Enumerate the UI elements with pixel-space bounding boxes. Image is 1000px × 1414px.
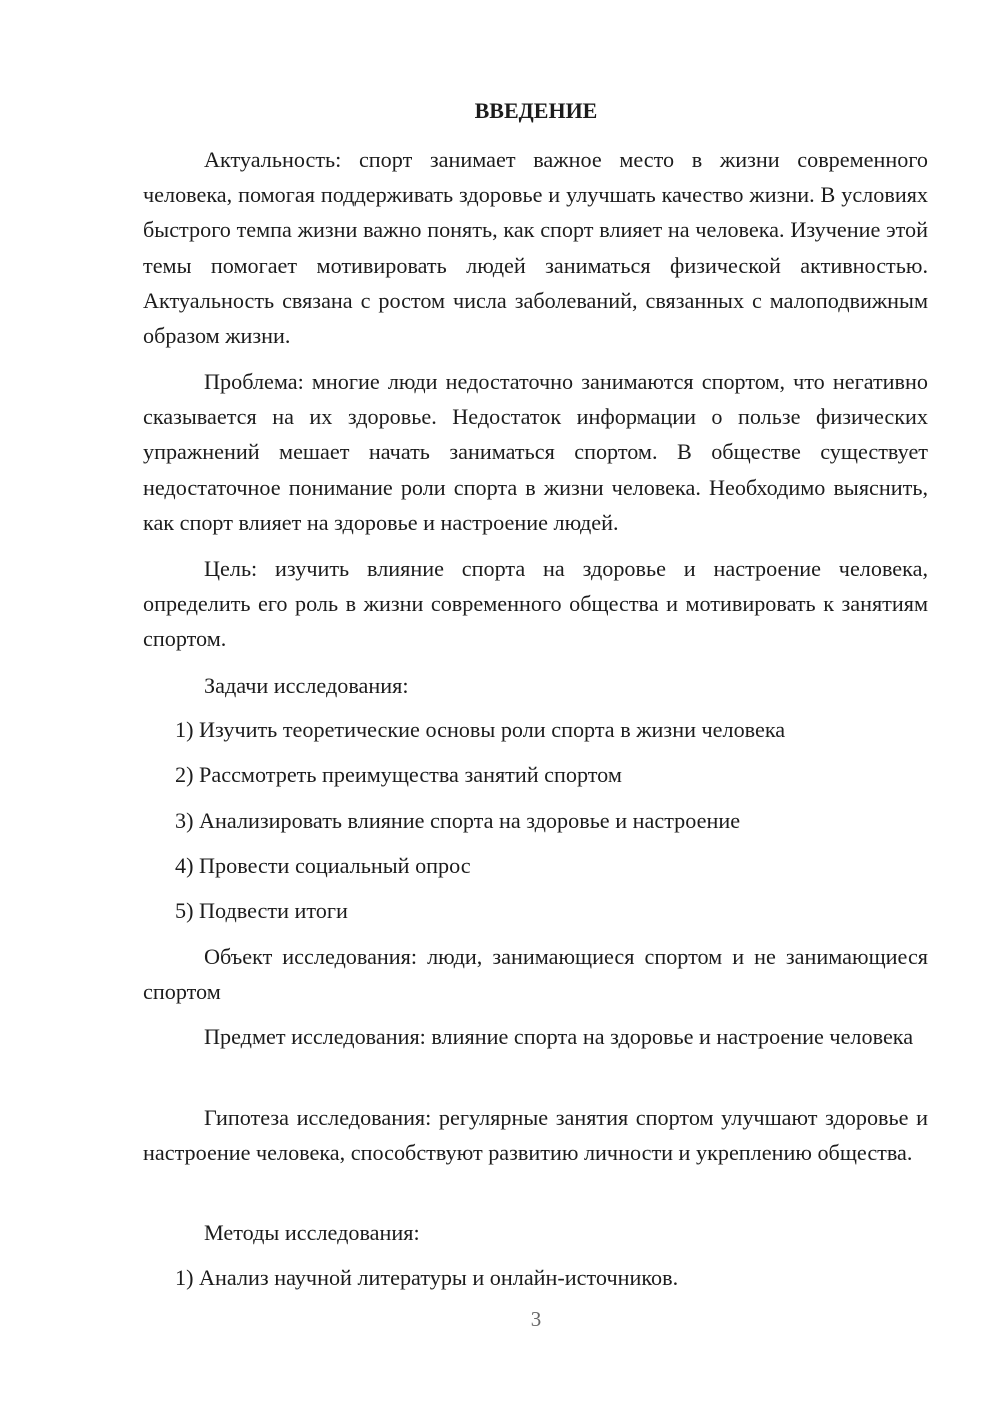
- task-item-4: 4) Провести социальный опрос: [175, 853, 471, 878]
- task-item-1: 1) Изучить теоретические основы роли спорта в жизни человека: [175, 717, 786, 742]
- task-item-5: 5) Подвести итоги: [175, 898, 348, 923]
- page-number: 3: [530, 1307, 542, 1331]
- methods-heading: Методы исследования:: [204, 1220, 420, 1245]
- relevance-paragraph: Актуальность: спорт занимает важное место в жизни современного человека, помогая поддерживать здоровье и улучшать качество жизни. В условиях быстрого темпа жизни важно понять, как спорт влияет на человека. Изучение этой темы помогает мотивировать людей заниматься физической активностью. Актуальность связана с ростом числа заболеваний, связанных с малоподвижным образом жизни.: [143, 147, 928, 349]
- section-title: ВВЕДЕНИЕ: [474, 98, 598, 123]
- goal-paragraph: Цель: изучить влияние спорта на здоровье и настроение человека, определить его роль в жизни современного общества и мотивировать к занятиям спортом.: [143, 556, 928, 652]
- task-item-3: 3) Анализировать влияние спорта на здоровье и настроение: [175, 808, 741, 833]
- methods-heading-block: [143, 1215, 928, 1250]
- object-paragraph: Объект исследования: люди, занимающиеся спортом и не занимающиеся спортом: [143, 944, 928, 1005]
- subject-paragraph-block: [143, 1019, 928, 1054]
- object-paragraph-block: [143, 939, 928, 1009]
- goal-paragraph-block: [143, 551, 928, 657]
- hypothesis-paragraph: Гипотеза исследования: регулярные занятия спортом улучшают здоровье и настроение человека, способствуют развитию личности и укреплению общества.: [143, 1105, 928, 1166]
- problem-paragraph: Проблема: многие люди недостаточно занимаются спортом, что негативно сказывается на их здоровье. Недостаток информации о пользе физических упражнений мешает начать заниматься спортом. В обществе существует недостаточное понимание роли спорта в жизни человека. Необходимо выяснить, как спорт влияет на здоровье и настроение людей.: [143, 369, 928, 535]
- tasks-heading-block: [143, 668, 928, 703]
- relevance-paragraph-block: [143, 142, 928, 353]
- task-item-2: 2) Рассмотреть преимущества занятий спортом: [175, 762, 622, 787]
- problem-paragraph-block: [143, 364, 928, 540]
- tasks-heading: Задачи исследования:: [204, 673, 409, 698]
- subject-paragraph: Предмет исследования: влияние спорта на здоровье и настроение человека: [204, 1024, 914, 1049]
- hypothesis-paragraph-block: [143, 1100, 928, 1170]
- method-item-1: 1) Анализ научной литературы и онлайн-источников.: [175, 1265, 679, 1290]
